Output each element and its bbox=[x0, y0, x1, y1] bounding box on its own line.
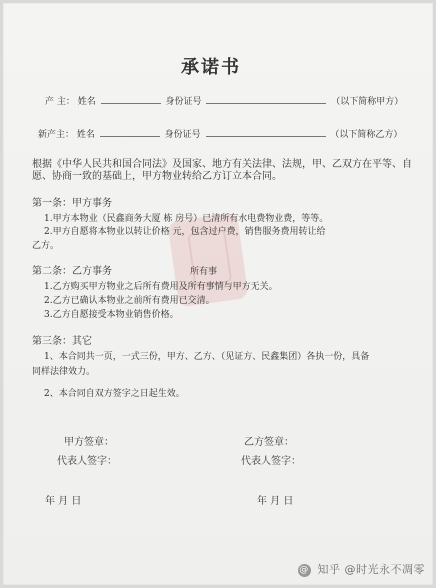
party-a-name-label: 姓名 bbox=[77, 97, 96, 107]
section-2-item-1: 1.乙方购买甲方物业之后所有费用及所有事情与甲方无关。 bbox=[44, 282, 278, 292]
party-b-name-label: 姓名 bbox=[76, 130, 95, 140]
watermark-badge-icon: @ bbox=[299, 564, 309, 575]
section-2-item-2: 2.乙方已确认本物业之前所有费用已交清。 bbox=[44, 296, 215, 306]
section-3-item-1b: 同样法律效力。 bbox=[32, 367, 96, 377]
section-1-item-2: 2.甲方自愿将本物业以转让价格 元，包含过户费，销售服务费用转让给 bbox=[44, 227, 326, 237]
section-2-title: 第二条：乙方事务 bbox=[32, 266, 112, 277]
intro-line-1: 根据《中华人民共和国合同法》及国家、地方有关法律、法规，甲、乙双方在平等、自 bbox=[32, 159, 412, 170]
party-b-suffix: （以下简称乙方） bbox=[330, 130, 403, 140]
party-a-representative-label: 代表人签字： bbox=[57, 456, 117, 467]
section-1-title: 第一条：甲方事务 bbox=[32, 198, 112, 209]
party-a-id-field[interactable] bbox=[206, 94, 326, 104]
intro-line-2: 愿、协商一致的基础上，甲方物业转给乙方订立本合同。 bbox=[32, 171, 282, 182]
section-1-item-1: 1.甲方本物业（民鑫商务大厦 栋 房号）已清所有水电费物业费，等等。 bbox=[44, 214, 329, 224]
watermark-text: 知乎 @时光永不凋零 bbox=[317, 563, 425, 576]
document-page bbox=[3, 3, 433, 585]
document-title: 承诺书 bbox=[181, 57, 241, 78]
party-a-name-field[interactable] bbox=[101, 94, 161, 104]
party-b-owner-label: 新产主： bbox=[38, 130, 75, 140]
section-3-item-2: 2、本合同自双方签字之日起生效。 bbox=[44, 389, 185, 399]
party-b-date: 年 月 日 bbox=[257, 496, 294, 507]
section-3-item-1a: 1、本合同共一页，一式三份，甲方、乙方、（见证方、民鑫集团）各执一份，具备 bbox=[44, 352, 370, 362]
party-b-name-field[interactable] bbox=[100, 127, 160, 137]
party-b-id-field[interactable] bbox=[206, 127, 326, 137]
party-a-date: 年 月 日 bbox=[45, 496, 82, 507]
section-1-item-2b: 乙方。 bbox=[32, 241, 60, 251]
party-a-seal-label: 甲方签章： bbox=[64, 437, 114, 448]
party-a-line bbox=[45, 94, 403, 109]
section-2-item-3: 3.乙方自愿接受本物业销售价格。 bbox=[44, 310, 179, 320]
party-a-id-label: 身份证号 bbox=[165, 97, 202, 107]
party-b-seal-label: 乙方签章： bbox=[244, 437, 294, 448]
party-b-line bbox=[38, 127, 402, 142]
section-2-right-note: 所有事 bbox=[190, 267, 218, 277]
section-3-title: 第三条：其它 bbox=[32, 336, 92, 347]
party-b-representative-label: 代表人签字： bbox=[241, 456, 301, 467]
party-a-owner-label: 产 主： bbox=[45, 97, 75, 107]
zhihu-watermark bbox=[298, 561, 426, 577]
party-b-id-label: 身份证号 bbox=[164, 130, 201, 140]
party-a-suffix: （以下简称甲方） bbox=[331, 97, 404, 107]
